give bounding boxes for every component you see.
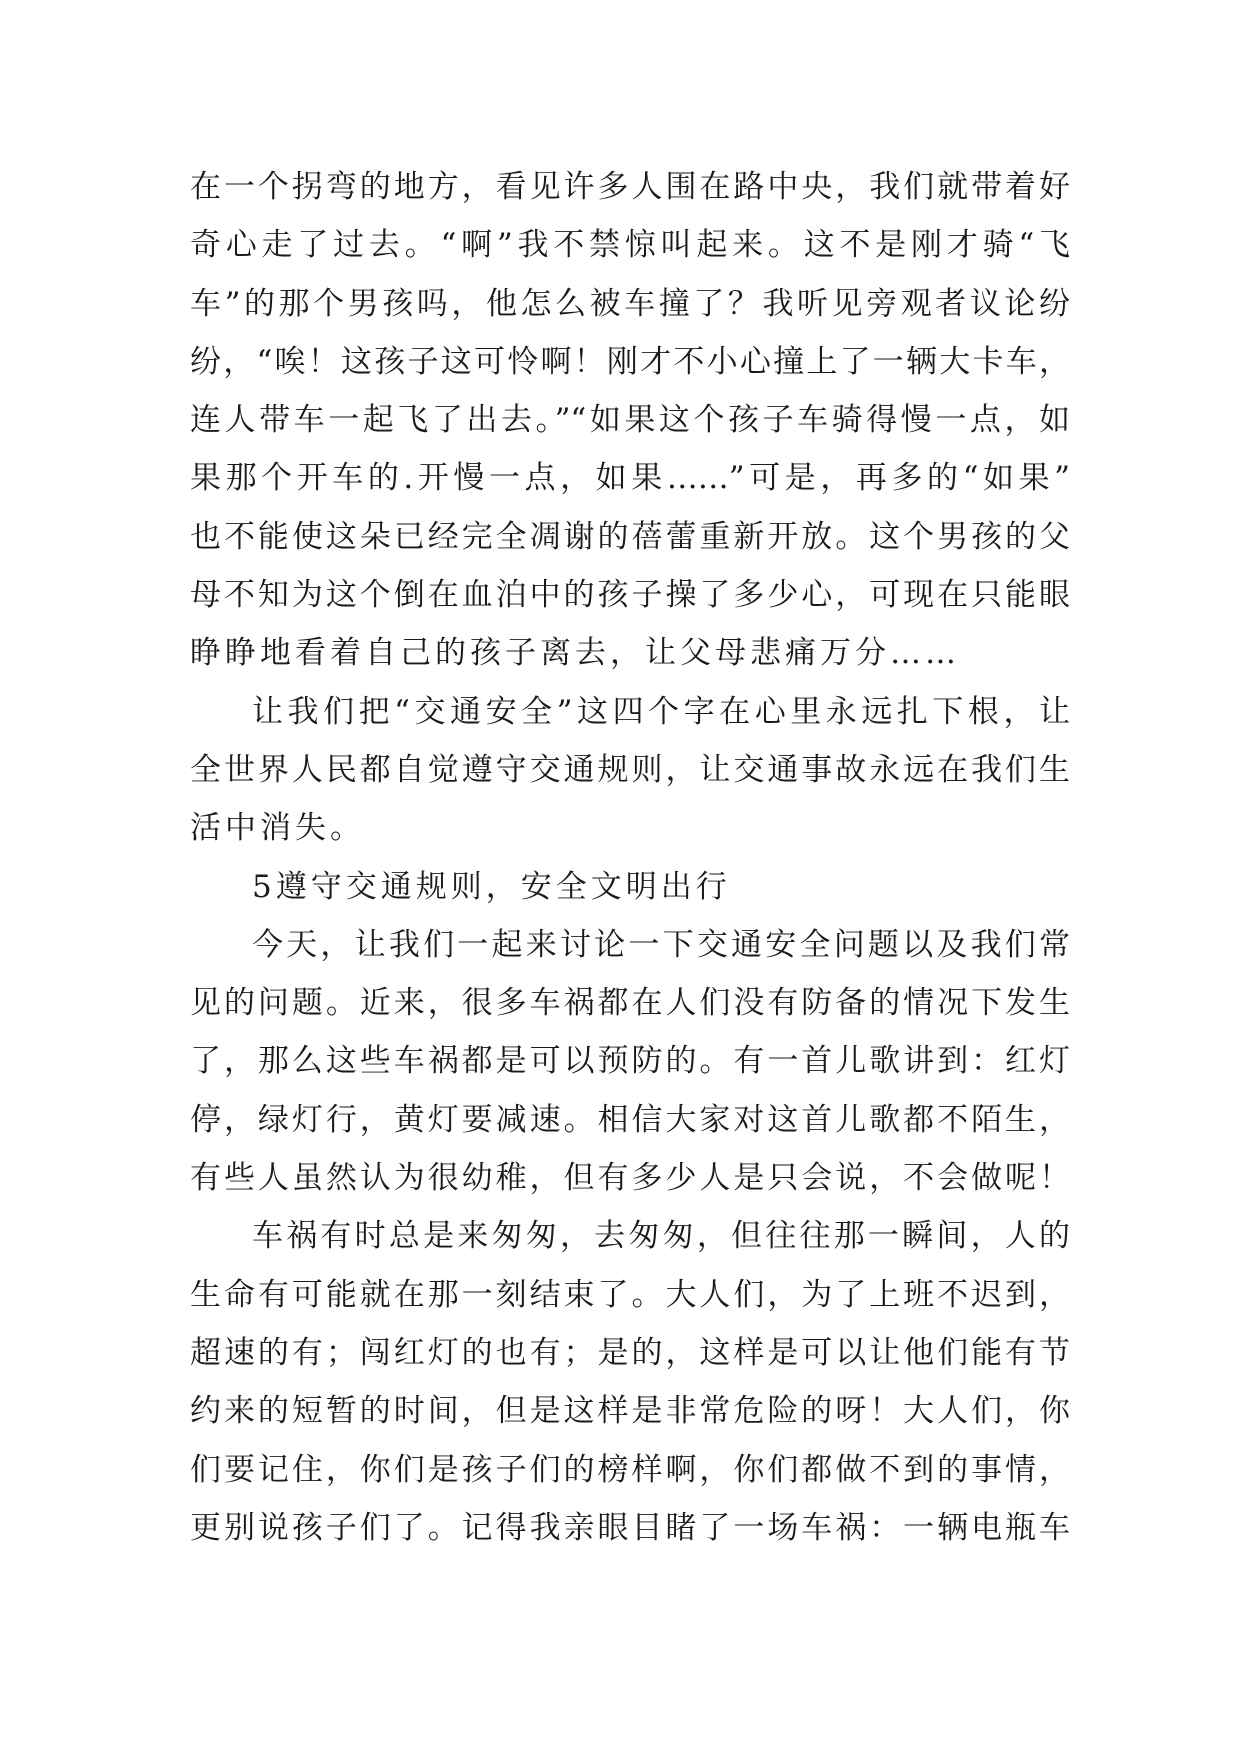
text-line: 们要记住，你们是孩子们的榜样啊，你们都做不到的事情，	[190, 1451, 1070, 1488]
text-line: 让我们把“交通安全”这四个字在心里永远扎下根，让	[252, 693, 1070, 730]
text-line: 奇心走了过去。“啊”我不禁惊叫起来。这不是刚才骑“飞	[190, 227, 1070, 264]
text-line: 生命有可能就在那一刻结束了。大人们，为了上班不迟到，	[190, 1276, 1070, 1313]
text-line: 也不能使这朵已经完全凋谢的蓓蕾重新开放。这个男孩的父	[190, 518, 1070, 555]
text-line: 有些人虽然认为很幼稚，但有多少人是只会说，不会做呢！	[190, 1160, 1070, 1197]
text-line: 更别说孩子们了。记得我亲眼目睹了一场车祸：一辆电瓶车	[190, 1509, 1070, 1546]
text-line: 5遵守交通规则，安全文明出行	[252, 868, 731, 905]
text-line: 停，绿灯行，黄灯要减速。相信大家对这首儿歌都不陌生，	[190, 1101, 1070, 1138]
text-line: 连人带车一起飞了出去。”“如果这个孩子车骑得慢一点，如	[190, 402, 1070, 439]
text-line: 超速的有；闯红灯的也有；是的，这样是可以让他们能有节	[190, 1334, 1070, 1371]
document-body	[190, 158, 1070, 1557]
text-line: 了，那么这些车祸都是可以预防的。有一首儿歌讲到：红灯	[190, 1043, 1070, 1080]
text-line: 约来的短暂的时间，但是这样是非常危险的呀！大人们，你	[190, 1393, 1070, 1430]
text-line: 车”的那个男孩吗，他怎么被车撞了？我听见旁观者议论纷	[190, 285, 1070, 322]
text-line: 纷，“唉！这孩子这可怜啊！刚才不小心撞上了一辆大卡车，	[190, 343, 1070, 380]
text-line: 全世界人民都自觉遵守交通规则，让交通事故永远在我们生	[190, 751, 1070, 788]
text-line: 活中消失。	[190, 810, 365, 847]
text-line: 今天，让我们一起来讨论一下交通安全问题以及我们常	[252, 926, 1070, 963]
text-line: 睁睁地看着自己的孩子离去，让父母悲痛万分……	[190, 635, 960, 672]
text-line: 车祸有时总是来匆匆，去匆匆，但往往那一瞬间，人的	[252, 1218, 1070, 1255]
text-line: 在一个拐弯的地方，看见许多人围在路中央，我们就带着好	[190, 169, 1070, 205]
text-line: 果那个开车的.开慢一点，如果……”可是，再多的“如果”	[190, 460, 1070, 497]
text-line: 母不知为这个倒在血泊中的孩子操了多少心，可现在只能眼	[190, 577, 1070, 614]
text-line: 见的问题。近来，很多车祸都在人们没有防备的情况下发生	[190, 985, 1070, 1022]
